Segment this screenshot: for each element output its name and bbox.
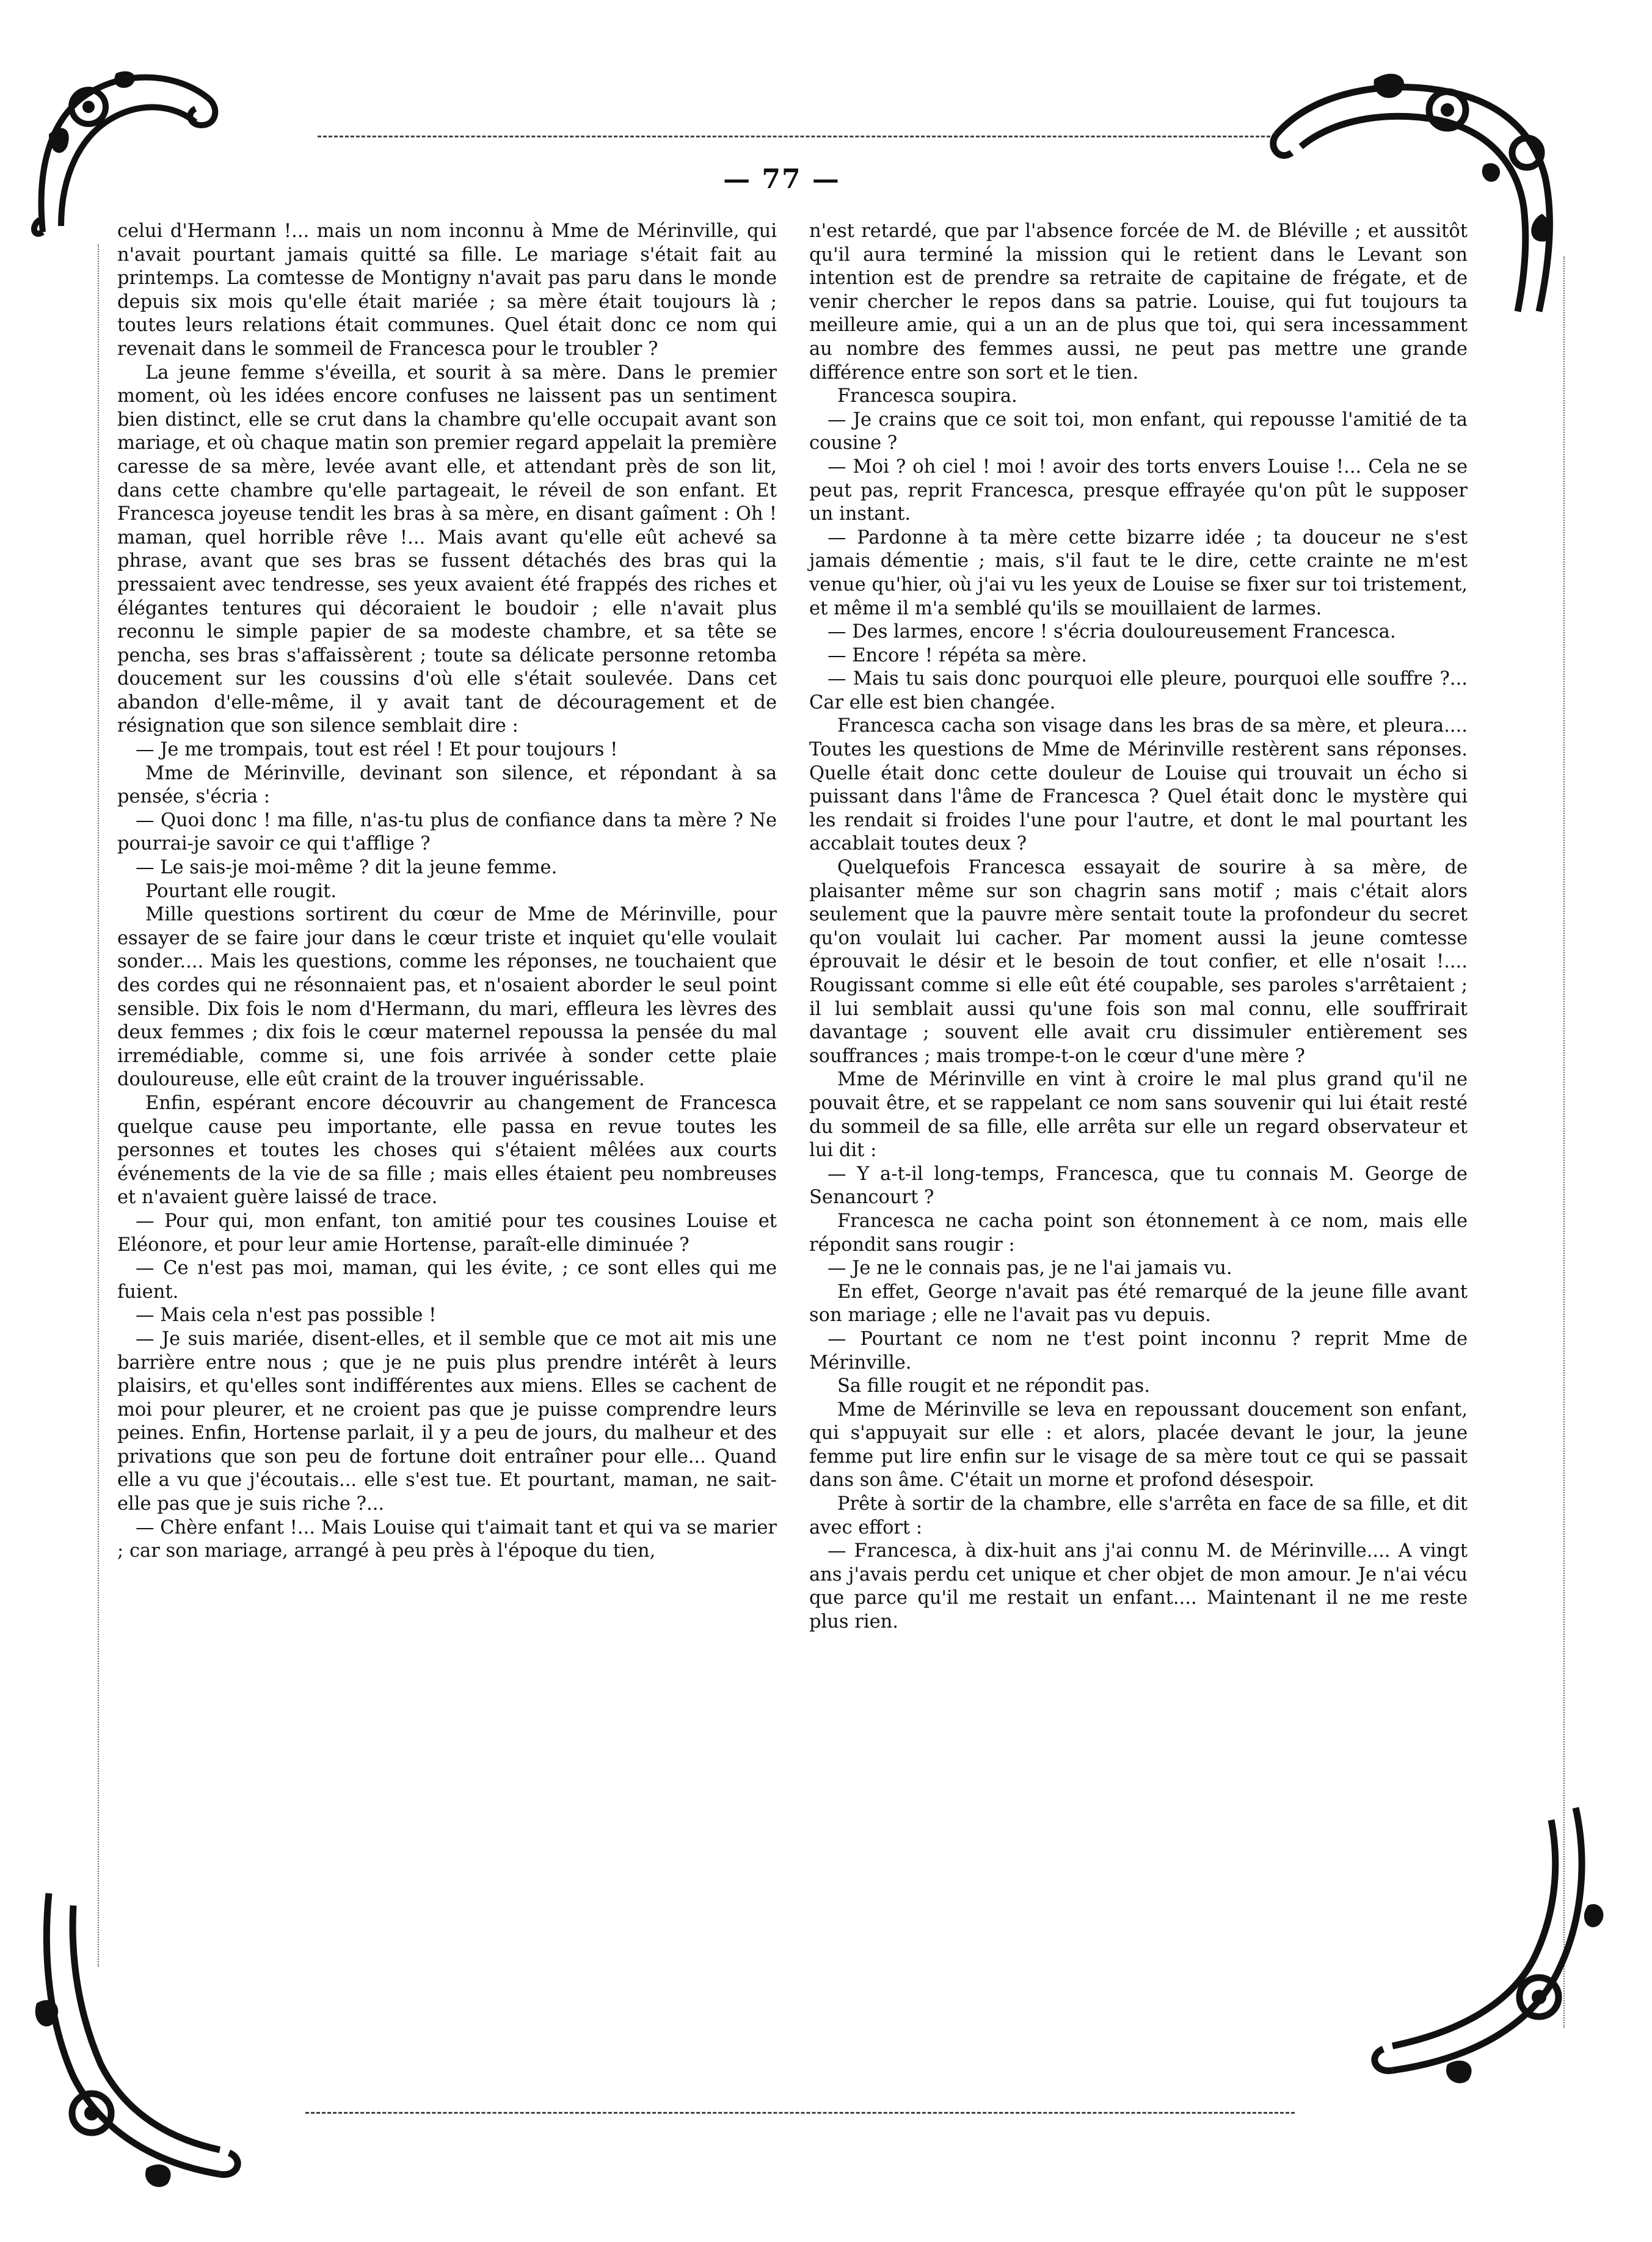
paragraph: — Mais cela n'est pas possible ! <box>136 1305 437 1327</box>
paragraph: En effet, George n'avait pas été remarqué de la jeune fille avant son mariage ; elle ne l'avait pas vu depuis. <box>809 1281 1468 1327</box>
paragraph: — Des larmes, encore ! s'écria douloureusement Francesca. <box>828 621 1396 643</box>
paragraph: — Encore ! répéta sa mère. <box>828 644 1087 666</box>
paragraph: Mme de Mérinville en vint à croire le mal plus grand qu'il ne pouvait être, et se rappelant ce nom sans souvenir qui lui était resté du sommeil de sa fille, elle arrêta sur elle un regard observateur et lui dit : <box>809 1069 1468 1162</box>
right-border-line <box>1563 257 1565 2028</box>
paragraph: Francesca ne cacha point son étonnement à ce nom, mais elle répondit sans rougir : <box>809 1210 1468 1256</box>
paragraph: Enfin, espérant encore découvrir au changement de Francesca quelque cause peu importante, elle passa en revue toutes les personnes et toutes les choses qui s'étaient mêlées aux courts événements de la vie de sa fille ; mais elles étaient peu nombreuses et n'avaient guère laissé de trace. <box>117 1092 777 1209</box>
corner-flourish-bottom-left-icon <box>24 1881 257 2199</box>
page-number: — 77 — <box>723 164 840 195</box>
paragraph: — Mais tu sais donc pourquoi elle pleure, pourquoi elle souffre ?... Car elle est bien changée. <box>809 668 1468 713</box>
paragraph: celui d'Hermann !... mais un nom inconnu à Mme de Mérinville, qui n'avait pourtant jamais quitté sa fille. Le mariage s'était fait au printemps. La comtesse de Montigny n'avait pas paru dans le monde depuis six mois qu'elle était mariée ; sa mère était toujours là ; toutes leurs relations était communes. Quel était donc ce nom qui revenait dans le sommeil de Francesca pour le troubler ? <box>117 220 777 360</box>
top-border-line <box>318 136 1270 137</box>
paragraph: Mme de Mérinville, devinant son silence, et répondant à sa pensée, s'écria : <box>117 762 777 808</box>
paragraph: Mille questions sortirent du cœur de Mme de Mérinville, pour essayer de se faire jour dans le cœur triste et inquiet qu'elle voulait sonder.... Mais les questions, comme les réponses, ne touchaient que des cordes qui ne résonnaient pas, et n'osaient aborder le seul point sensible. Dix fois le nom d'Hermann, du mari, effleura les lèvres des deux femmes ; dix fois le cœur maternel repoussa la pensée du mal irremédiable, comme si, une fois arrivée à sonder cette plaie douloureuse, elle eût craint de la trouver inguérissable. <box>117 904 777 1091</box>
paragraph: — Quoi donc ! ma fille, n'as-tu plus de confiance dans ta mère ? Ne pourrai-je savoir ce qui t'afflige ? <box>117 809 777 855</box>
paragraph: — Je ne le connais pas, je ne l'ai jamais vu. <box>828 1257 1232 1279</box>
corner-flourish-bottom-right-icon <box>1356 1796 1612 2089</box>
paragraph: Sa fille rougit et ne répondit pas. <box>837 1375 1151 1397</box>
paragraph: n'est retardé, que par l'absence forcée de M. de Bléville ; et aussitôt qu'il aura terminé la mission qui le retient dans le Levant son intention est de prendre sa retraite de capitaine de frégate, et de venir chercher le repos dans sa patrie. Louise, qui fut toujours ta meilleure amie, qui a un an de plus que toi, qui sera incessamment au nombre des femmes aussi, ne peut pas mettre une grande différence entre son sort et le tien. <box>809 220 1468 384</box>
paragraph: Pourtant elle rougit. <box>145 880 337 902</box>
paragraph: — Je suis mariée, disent-elles, et il semble que ce mot ait mis une barrière entre nous ; que je ne puis plus prendre intérêt à leurs plaisirs, et qu'elles sont indifférentes aux miens. Elles se cachent de moi pour pleurer, et ne croient pas que je puisse comprendre leurs peines. Enfin, Hortense parlait, il y a peu de jours, du malheur et des privations que son peu de fortune doit entraîner pour elle... Quand elle a vu que j'écoutais... elle s'est tue. Et pourtant, maman, ne sait-elle pas que je suis riche ?... <box>117 1328 777 1515</box>
paragraph: — Y a-t-il long-temps, Francesca, que tu connais M. George de Senancourt ? <box>809 1163 1468 1209</box>
paragraph: Mme de Mérinville se leva en repoussant doucement son enfant, qui s'appuyait sur elle : et alors, placée devant le jour, la jeune femme put lire enfin sur le visage de sa mère tout ce qui se passait dans son âme. C'était un morne et profond désespoir. <box>809 1399 1468 1491</box>
paragraph: La jeune femme s'éveilla, et sourit à sa mère. Dans le premier moment, où les idées encore confuses ne laissent pas un sentiment bien distinct, elle se crut dans la chambre qu'elle occupait avant son mariage, et où chaque matin son premier regard appelait la première caresse de sa mère, levée avant elle, et attendant près de son lit, dans cette chambre qu'elle partageait, le réveil de son enfant. Et Francesca joyeuse tendit les bras à sa mère, en disant gaîment : Oh ! maman, quel horrible rêve !... Mais avant qu'elle eût achevé sa phrase, avant que ses bras se fussent détachés des bras qui la pressaient avec tendresse, ses yeux avaient été frappés des riches et élégantes tentures qui décoraient le boudoir ; elle n'avait plus reconnu le simple papier de sa modeste chambre, et sa tête se pencha, ses bras s'affaissèrent ; toute sa délicate personne retomba doucement sur les coussins d'où elle s'était soulevée. Dans cet abandon d'elle-même, il y avait tant de découragement et de résignation que son silence semblait dire : <box>117 362 777 737</box>
bottom-border-line <box>305 2112 1295 2114</box>
paragraph: — Pardonne à ta mère cette bizarre idée ; ta douceur ne s'est jamais démentie ; mais, s'il faut te le dire, cette crainte ne m'est venue qu'hier, où j'ai vu les yeux de Louise se fixer sur toi tristement, et même il m'a semblé qu'ils se mouillaient de larmes. <box>809 526 1468 619</box>
paragraph: Francesca cacha son visage dans les bras de sa mère, et pleura.... Toutes les questions de Mme de Mérinville restèrent sans réponses. Quelle était donc cette douleur de Louise qui trouvait un écho si puissant dans l'âme de Francesca ? Quel était donc le mystère qui les rendait si froides l'une pour l'autre, et dont le mal pourtant les accablait toutes deux ? <box>809 715 1468 855</box>
paragraph: — Francesca, à dix-huit ans j'ai connu M. de Mérinville.... A vingt ans j'avais perdu cet unique et cher objet de mon amour. Je n'ai vécu que parce qu'il me restait un enfant.... Maintenant il ne me reste plus rien. <box>809 1540 1468 1633</box>
paragraph: Francesca soupira. <box>837 385 1017 407</box>
paragraph: — Chère enfant !... Mais Louise qui t'aimait tant et qui va se marier ; car son mariage, arrangé à peu près à l'époque du tien, <box>117 1516 777 1562</box>
paragraph: Quelquefois Francesca essayait de sourire à sa mère, de plaisanter même sur son chagrin sans motif ; mais c'était alors seulement que la pauvre mère sentait toute la profondeur du secret qu'on voulait lui cacher. Par moment aussi la jeune comtesse éprouvait le désir et le besoin de tout confier, et elle n'osait !.... Rougissant comme si elle eût été coupable, ses paroles s'arrêtaient ; il lui semblait aussi qu'une fois son mal connu, elle souffrirait davantage ; souvent elle avait cru dissimuler entièrement ses souffrances ; mais trompe-t-on le cœur d'une mère ? <box>809 857 1468 1067</box>
paragraph: — Pour qui, mon enfant, ton amitié pour tes cousines Louise et Eléonore, et pour leur amie Hortense, paraît-elle diminuée ? <box>117 1210 777 1256</box>
paragraph: — Je me trompais, tout est réel ! Et pour toujours ! <box>136 739 618 761</box>
paragraph: — Le sais-je moi-même ? dit la jeune femme. <box>136 857 558 879</box>
paragraph: — Moi ? oh ciel ! moi ! avoir des torts envers Louise !... Cela ne se peut pas, reprit Francesca, presque effrayée qu'on pût le supposer un instant. <box>809 456 1468 525</box>
right-text-column <box>809 220 1468 1634</box>
paragraph: Prête à sortir de la chambre, elle s'arrêta en face de sa fille, et dit avec effort : <box>809 1493 1468 1538</box>
left-border-line <box>98 244 99 1967</box>
paragraph: — Ce n'est pas moi, maman, qui les évite, ; ce sont elles qui me fuient. <box>117 1257 777 1303</box>
paragraph: — Pourtant ce nom ne t'est point inconnu ? reprit Mme de Mérinville. <box>809 1328 1468 1374</box>
paragraph: — Je crains que ce soit toi, mon enfant, qui repousse l'amitié de ta cousine ? <box>809 409 1468 454</box>
left-text-column <box>117 220 777 1563</box>
